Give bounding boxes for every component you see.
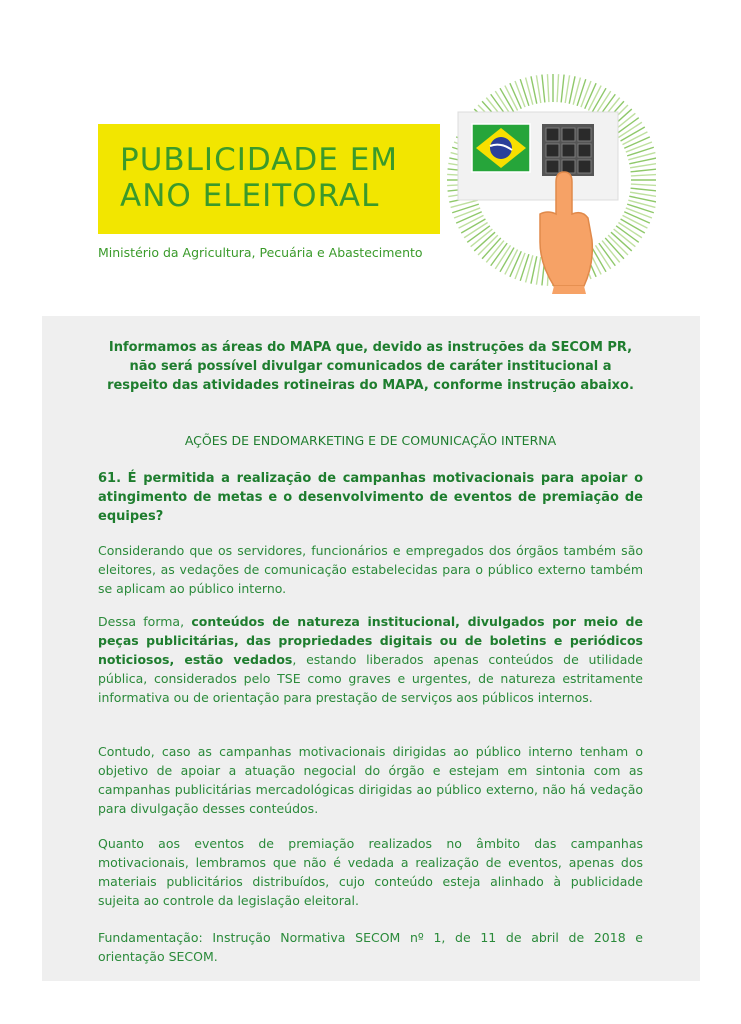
paragraph-4: Quanto aos eventos de premiação realizados no âmbito das campanhas motivacionais, lembramos que não é vedada a realização de eventos, apenas dos materiais publicitários distribuídos, cujo conteúdo esteja alinhado à publicidade sujeita ao controle da legislação eleitoral. [98,836,643,908]
ministry-subtitle: Ministério da Agricultura, Pecuária e Abastecimento [98,245,423,260]
brazil-flag-icon [472,124,530,172]
paragraph-1: Considerando que os servidores, funcionários e empregados dos órgãos também são eleitores, as vedações de comunicação estabelecidas para o público externo também se aplicam ao público interno. [98,543,643,596]
paragraph-5: Fundamentação: Instrução Normativa SECOM nº 1, de 11 de abril de 2018 e orientação SECOM. [98,930,643,964]
header [0,0,741,310]
title-line-1: PUBLICIDADE EM [120,142,399,178]
section-heading: AÇÕES DE ENDOMARKETING E DE COMUNICAÇÃO INTERNA [184,433,557,448]
title-line-2: ANO ELEITORAL [120,178,380,214]
question-text: 61. É permitida a realização de campanhas motivacionais para apoiar o atingimento de metas e o desenvolvimento de eventos de premiação de equipes? [98,471,643,524]
paragraph-2-bold: conteúdos de natureza institucional, divulgados por meio de peças publicitárias, das propriedades digitais ou de boletins e periódicos noticiosos, estão vedados [98,614,643,667]
paragraph-2 [98,612,643,707]
keypad-icon [542,124,594,176]
voting-booth-hand-icon [436,64,656,294]
page-title [120,142,440,214]
paragraph-2-start: Dessa forma, [98,614,192,629]
intro-text: Informamos as áreas do MAPA que, devido as instruções da SECOM PR, não será possível divulgar comunicados de caráter institucional a respeito das atividades rotineiras do MAPA, conforme instrução abaixo. [107,340,634,393]
paragraph-3: Contudo, caso as campanhas motivacionais dirigidas ao público interno tenham o objetivo de apoiar a atuação negocial do órgão e estejam em sintonia com as campanhas publicitárias mercadológicas dirigidas ao público externo, não há vedação para divulgação desses conteúdos. [98,744,643,816]
paragraph-2-end: , estando liberados apenas conteúdos de utilidade pública, considerados pelo TSE como graves e urgentes, de natureza estritamente informativa ou de orientação para prestação de serviços aos públicos internos. [98,652,643,705]
